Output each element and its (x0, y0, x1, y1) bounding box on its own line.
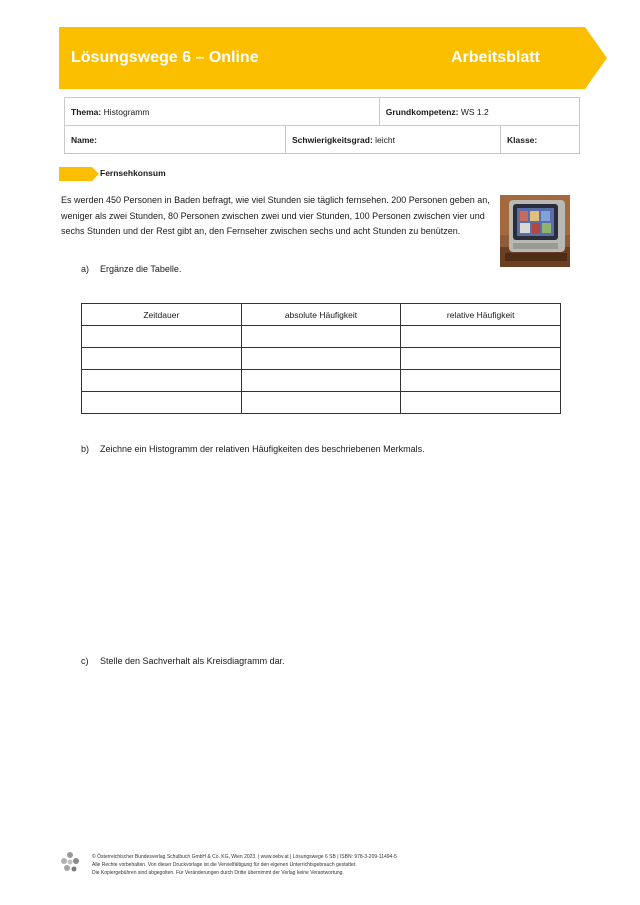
header-zeitdauer: Zeitdauer (82, 304, 242, 326)
table-cell[interactable] (401, 348, 561, 370)
table-cell[interactable] (401, 326, 561, 348)
klasse-label: Klasse: (507, 134, 538, 145)
section-title: Fernsehkonsum (100, 168, 166, 178)
schwierigkeit-label: Schwierigkeitsgrad: (292, 134, 373, 145)
footer-line-3: Die Kopiergebühren sind abgegolten. Für Veränderungen durch Dritte übernimmt der Verlag keine Verantwortung. (92, 870, 344, 876)
table-cell[interactable] (82, 348, 242, 370)
table-cell[interactable] (241, 326, 401, 348)
table-cell[interactable] (241, 392, 401, 414)
table-row (82, 348, 561, 370)
schwierigkeit-cell (286, 126, 501, 154)
frequency-table-header-row (82, 304, 561, 326)
task-a-letter: a) (81, 264, 90, 274)
schwierigkeit-value: leicht (375, 134, 395, 145)
header-absolute-haeufigkeit: absolute Häufigkeit (241, 304, 401, 326)
worksheet-info-table (64, 97, 580, 154)
worksheet-series-title: Lösungswege 6 – Online (71, 49, 259, 66)
table-row (82, 392, 561, 414)
footer-line-1: © Österreichischer Bundesverlag Schulbuch GmbH & Co. KG, Wien 2023. | www.oebv.at | Lösungswege 6 SB | ISBN: 978-3-209-11494-5 (92, 854, 397, 860)
table-cell[interactable] (401, 370, 561, 392)
copyright-footer (92, 853, 397, 877)
footer-line-2: Alle Rechte vorbehalten. Von dieser Druckvorlage ist die Vervielfältigung für den eigenen Unterrichtsgebrauch gestattet. (92, 862, 357, 868)
kompetenz-cell (379, 98, 579, 126)
task-b-letter: b) (81, 444, 90, 454)
klasse-cell (501, 126, 580, 154)
table-cell[interactable] (82, 370, 242, 392)
header-banner (59, 27, 607, 89)
document-type-label: Arbeitsblatt (451, 49, 540, 66)
table-cell[interactable] (241, 370, 401, 392)
kompetenz-value: WS 1.2 (460, 106, 489, 117)
table-cell[interactable] (401, 392, 561, 414)
task-c-letter: c) (81, 656, 89, 666)
tv-illustration (500, 195, 570, 267)
header-relative-haeufigkeit: relative Häufigkeit (401, 304, 561, 326)
name-label: Name: (71, 134, 97, 145)
table-row (82, 326, 561, 348)
table-row (82, 370, 561, 392)
task-intro-text: Es werden 450 Personen in Baden befragt, wie viel Stunden sie täglich fernsehen. 200 Personen geben an, weniger als zwei Stunden, 80 Personen zwischen zwei und vier Stunden, 100 Personen zwischen vier und sechs Stunden und der Rest gibt an, den Fernseher zwischen sechs und acht Stunden zu benützen. (61, 195, 490, 236)
thema-label: Thema: (71, 106, 102, 117)
thema-value: Histogramm (103, 106, 150, 117)
table-cell[interactable] (82, 392, 242, 414)
task-c-text: Stelle den Sachverhalt als Kreisdiagramm dar. (100, 656, 285, 666)
task-b-text: Zeichne ein Histogramm der relativen Häufigkeiten des beschriebenen Merkmals. (100, 444, 425, 454)
publisher-logo-icon (59, 851, 81, 878)
name-cell (65, 126, 286, 154)
frequency-table (81, 303, 561, 414)
thema-cell (65, 98, 380, 126)
table-cell[interactable] (241, 348, 401, 370)
tv-photo (500, 195, 570, 267)
section-arrow-icon (59, 167, 99, 181)
table-cell[interactable] (82, 326, 242, 348)
kompetenz-label: Grundkompetenz: (385, 106, 459, 117)
task-a-text: Ergänze die Tabelle. (100, 264, 182, 274)
